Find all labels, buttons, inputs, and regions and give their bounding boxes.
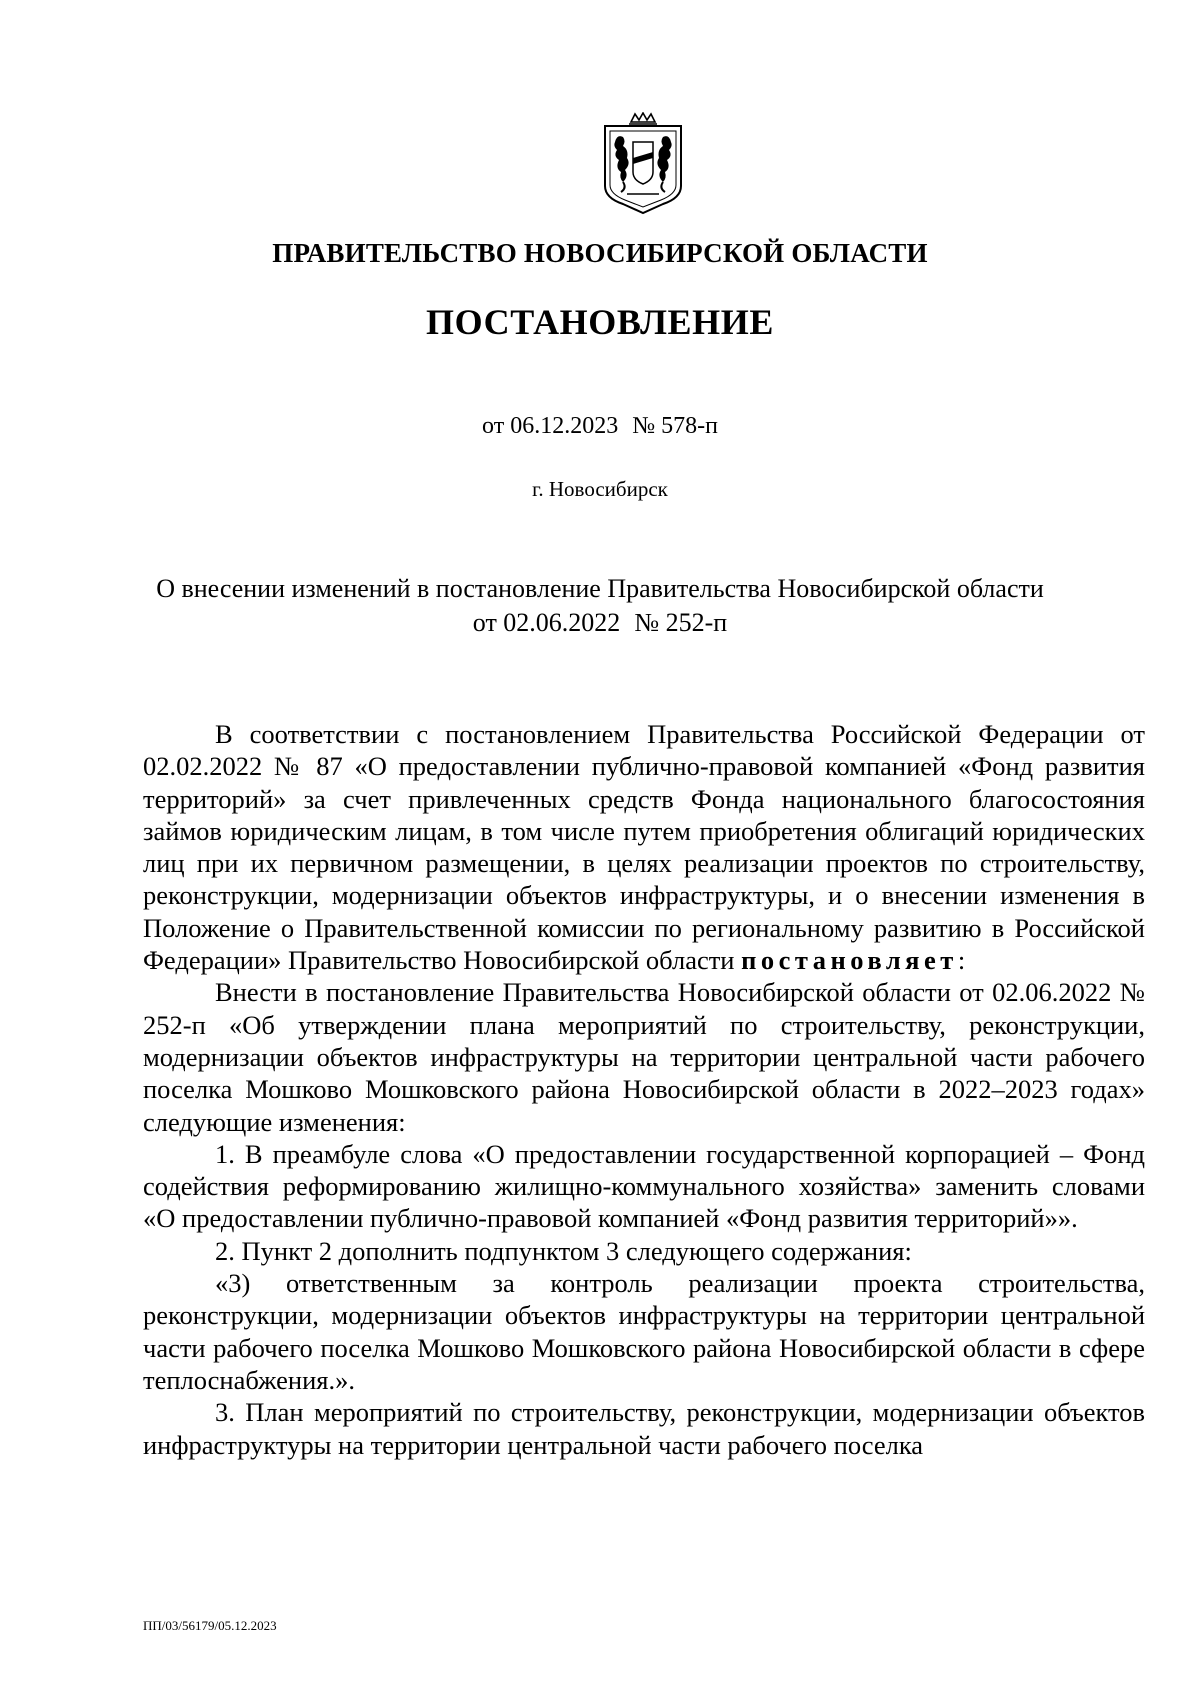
preamble-text: В соответствии с постановлением Правительства Российской Федерации от 02.02.2022 № 87 «О предоставлении публично-правовой компанией «Фонд развития территорий» за счет привлеченных средств Фонда национального благосостояния займов юридическим лицам, в том числе путем приобретения облигаций юридических лиц при их первичном размещении, в целях реализации проектов по строительству, реконструкции, модернизации объектов инфраструктуры, и о внесении изменения в Положение о Правительственной комиссии по региональному развитию в Российской Федерации» Правительство Новосибирской области: [143, 719, 1145, 976]
organization-title: ПРАВИТЕЛЬСТВО НОВОСИБИРСКОЙ ОБЛАСТИ: [272, 238, 928, 268]
footer-code: ПП/03/56179/05.12.2023: [143, 1618, 277, 1633]
paragraph-preamble: [143, 718, 1145, 976]
preamble-end: :: [957, 945, 966, 976]
document-number: № 578-п: [632, 413, 718, 439]
paragraph-item-3: 3. План мероприятий по строительству, реконструкции, модернизации объектов инфраструктуры на территории центральной части рабочего поселка: [143, 1397, 1145, 1460]
paragraph-subitem-3: «3) ответственным за контроль реализации проекта строительства, реконструкции, модернизации объектов инфраструктуры на территории центральной части рабочего поселка Мошково Мошковского района Новосибирской области в сфере теплоснабжения.».: [143, 1268, 1145, 1395]
resolves-emphasis: постановляет: [741, 945, 958, 976]
document-city: г. Новосибирск: [532, 477, 668, 501]
paragraph-item-2: 2. Пункт 2 дополнить подпунктом 3 следующего содержания:: [215, 1235, 912, 1266]
document-type: ПОСТАНОВЛЕНИЕ: [426, 302, 774, 342]
paragraph-amend: Внести в постановление Правительства Новосибирской области от 02.06.2022 № 252-п «Об утверждении плана мероприятий по строительству, реконструкции, модернизации объектов инфраструктуры на территории центральной части рабочего поселка Мошково Мошковского района Новосибирской области в 2022–2023 годах» следующие изменения:: [143, 977, 1145, 1137]
coat-of-arms-icon: [601, 112, 685, 216]
paragraph-item-1: 1. В преамбуле слова «О предоставлении государственной корпорацией – Фонд содействия реформированию жилищно-коммунального хозяйства» заменить словами «О предоставлении публично-правовой компанией «Фонд развития территорий»».: [143, 1138, 1145, 1234]
document-date: от 06.12.2023: [482, 413, 619, 439]
subject-line-1: О внесении изменений в постановление Правительства Новосибирской области: [156, 574, 1044, 603]
document-date-line: [0, 413, 1200, 440]
subject-number: № 252-п: [634, 608, 728, 637]
subject-date: от 02.06.2022: [472, 608, 621, 637]
document-body: [143, 718, 1145, 1461]
document-subject: [0, 572, 1200, 640]
subject-line-2: [0, 606, 1200, 640]
